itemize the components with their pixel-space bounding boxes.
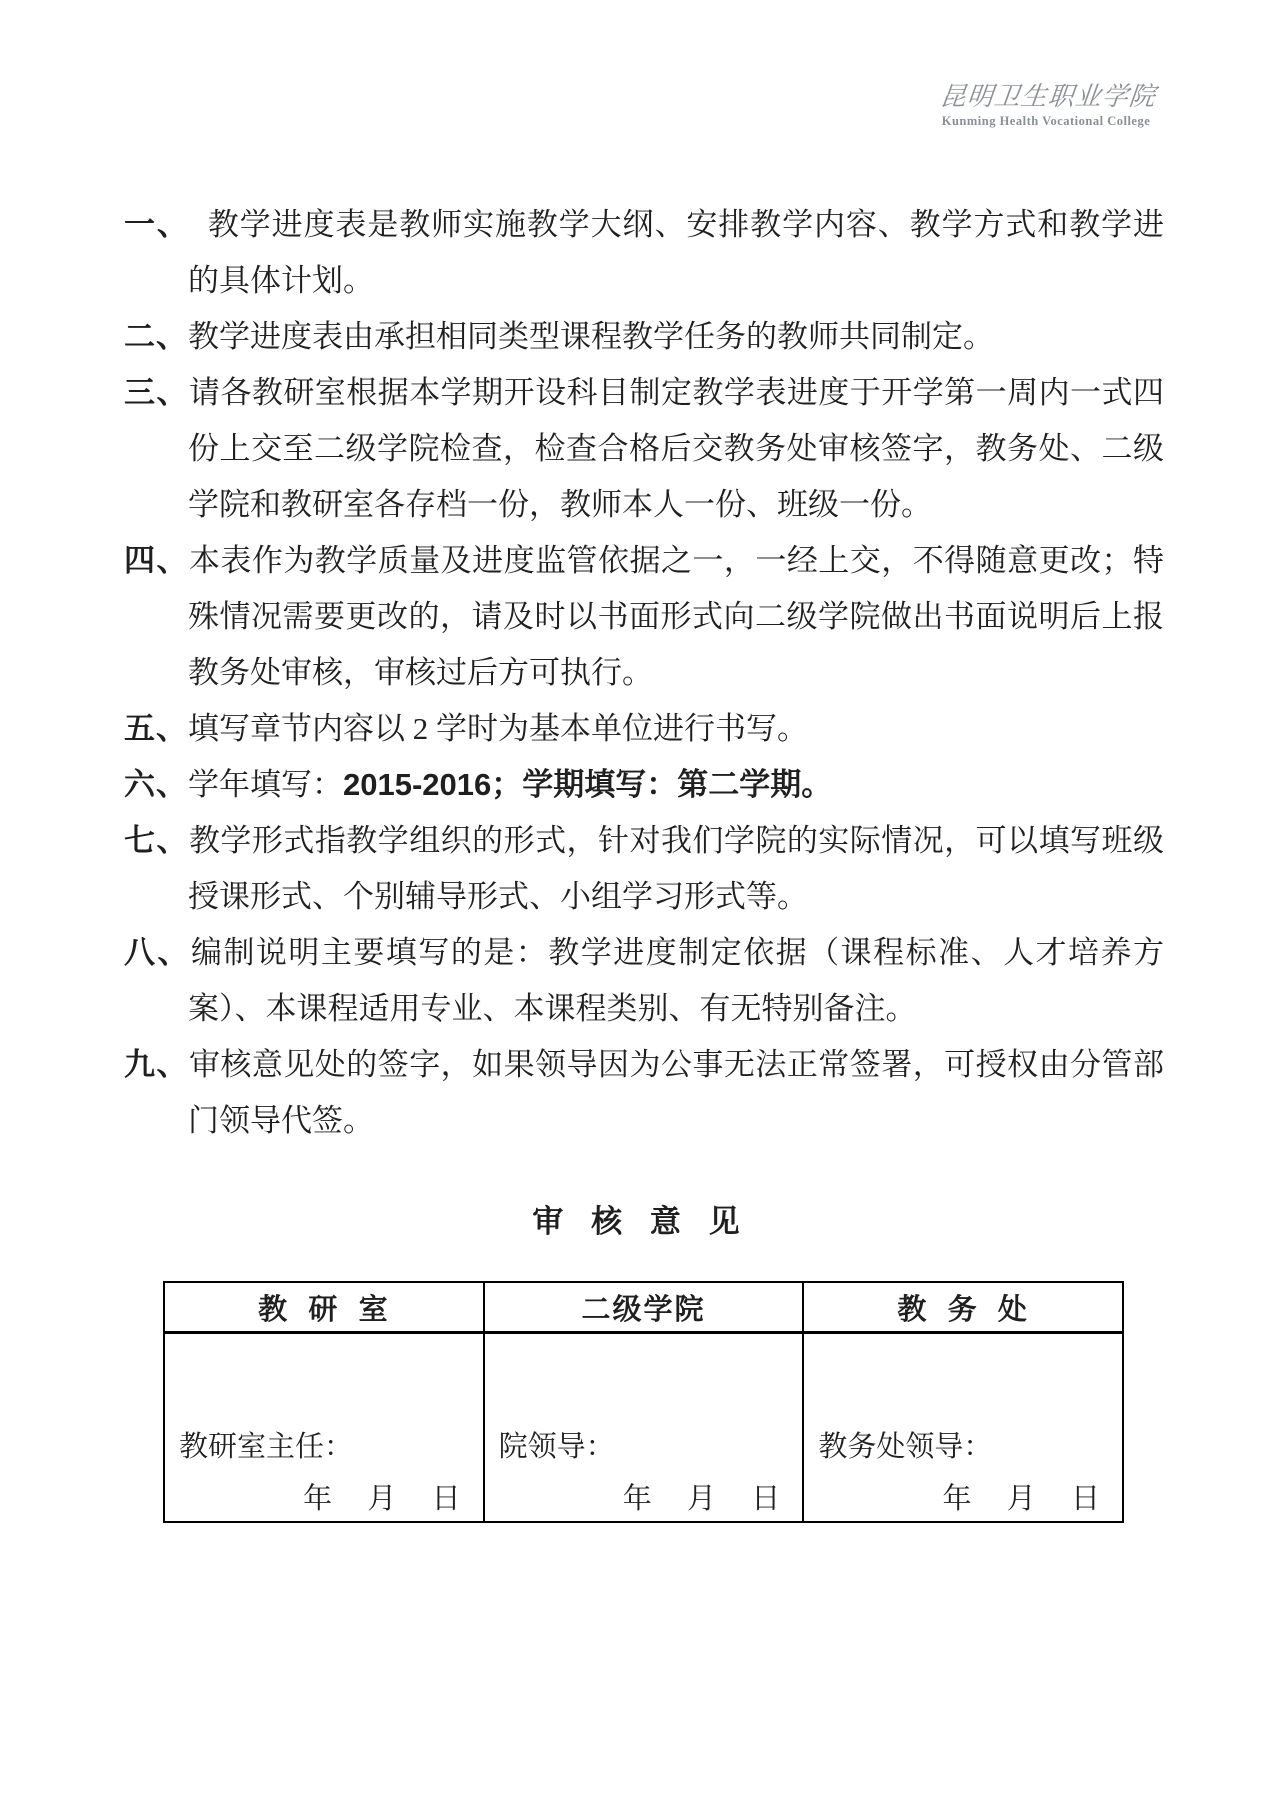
instruction-item-2	[124, 309, 1164, 365]
date-line: 年 月 日	[942, 1483, 1100, 1515]
instruction-item-1	[124, 197, 1164, 309]
college-logo	[938, 82, 1158, 128]
header-secondary-college: 二级学院	[484, 1282, 804, 1333]
item-text: 本表作为教学质量及进度监管依据之一，一经上交，不得随意更改；特殊情况需要更改的，请及时以书面形式向二级学院做出书面说明后上报教务处审核，审核过后方可执行。	[188, 543, 1164, 690]
cell-teaching-research-office	[164, 1333, 484, 1523]
instruction-item-3	[124, 365, 1164, 533]
table-signature-row	[164, 1333, 1123, 1523]
item-number: 五、	[124, 711, 188, 746]
signer-label-affairs-leader: 教务处领导：	[818, 1431, 993, 1463]
header-academic-affairs-office: 教 务 处	[803, 1282, 1123, 1333]
instruction-item-5	[124, 701, 1164, 757]
item-number: 七、	[124, 823, 189, 858]
item-text: 审核意见处的签字，如果领导因为公事无法正常签署，可授权由分管部门领导代签。	[188, 1047, 1164, 1138]
date-line: 年 月 日	[303, 1483, 461, 1515]
signer-label-director: 教研室主任：	[179, 1431, 354, 1463]
cell-academic-affairs-office	[803, 1333, 1123, 1523]
item-number: 一、	[124, 207, 190, 242]
review-section-title: 审 核 意 见	[532, 1204, 742, 1239]
review-opinions-table	[163, 1281, 1124, 1523]
instruction-item-4	[124, 533, 1164, 701]
instruction-item-8	[124, 925, 1164, 1037]
item-text: 编制说明主要填写的是：教学进度制定依据（课程标准、人才培养方案）、本课程适用专业、本课程类别、有无特别备注。	[188, 935, 1164, 1026]
instruction-item-6	[124, 757, 1164, 813]
item-number: 二、	[124, 319, 188, 354]
college-logo-chinese-calligraphy: 昆明卫生职业学院	[938, 82, 1158, 111]
item-number: 四、	[124, 543, 189, 578]
table-header-row	[164, 1282, 1123, 1333]
signer-label-college-leader: 院领导：	[498, 1431, 615, 1463]
instruction-list	[124, 197, 1164, 1149]
college-logo-english-name: Kunming Health Vocational College	[941, 114, 1151, 128]
item-text: 教学形式指教学组织的形式，针对我们学院的实际情况，可以填写班级授课形式、个别辅导形式、小组学习形式等。	[188, 823, 1164, 914]
item-text: 填写章节内容以 2 学时为基本单位进行书写。	[188, 711, 808, 746]
item-text-bold: 2015-2016；学期填写：第二学期。	[343, 767, 833, 802]
date-line: 年 月 日	[622, 1483, 781, 1515]
item-number: 六、	[124, 767, 188, 802]
item-text: 请各教研室根据本学期开设科目制定教学表进度于开学第一周内一式四份上交至二级学院检查，检查合格后交教务处审核签字，教务处、二级学院和教研室各存档一份，教师本人一份、班级一份。	[188, 375, 1164, 522]
instruction-item-9	[124, 1037, 1164, 1149]
item-text: 教学进度表由承担相同类型课程教学任务的教师共同制定。	[188, 319, 994, 354]
item-text: 教学进度表是教师实施教学大纲、安排教学内容、教学方式和教学进的具体计划。	[188, 207, 1165, 298]
item-text: 学年填写：	[188, 767, 343, 802]
header-teaching-research-office: 教 研 室	[164, 1282, 484, 1333]
cell-secondary-college	[484, 1333, 804, 1523]
item-number: 九、	[124, 1047, 189, 1082]
item-number: 三、	[124, 375, 189, 410]
item-number: 八、	[124, 935, 191, 970]
instruction-item-7	[124, 813, 1164, 925]
